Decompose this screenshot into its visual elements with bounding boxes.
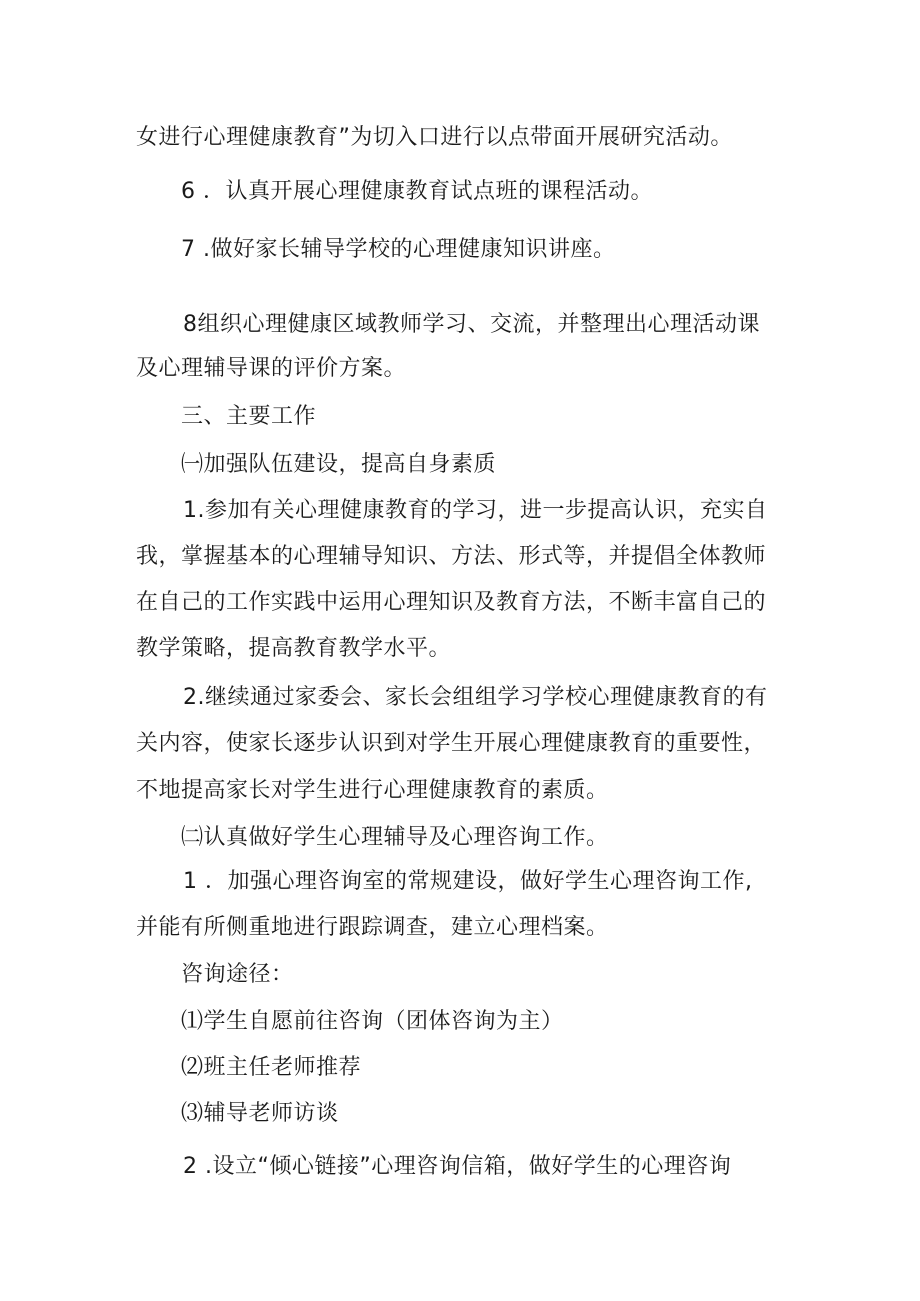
text-line: 不地提高家长对学生进行心理健康教育的素质。 [136,778,609,803]
text-line: 咨询途径： [181,962,294,987]
subsection-heading: ㈠加强队伍建设，提高自身素质 [181,452,497,477]
text-line: 1 ．加强心理咨询室的常规建设，做好学生心理咨询工作, [183,869,753,894]
text-line: 2.继续通过家委会、家长会组组学习学校心理健康教育的有 [183,685,768,710]
subsection-heading: ㈡认真做好学生心理辅导及心理咨询工作。 [181,825,609,850]
text-line: 教学策略，提高教育教学水平。 [136,636,452,661]
text-line: 7 .做好家长辅导学校的心理健康知识讲座。 [181,237,616,262]
text-line: 及心理辅导课的评价方案。 [136,356,407,381]
text-line: 在自己的工作实践中运用心理知识及教育方法，不断丰富自己的 [136,590,767,615]
text-line: 女进行心理健康教育”为切入口进行以点带面开展研究活动。 [136,125,733,150]
list-item: ⑶辅导老师访谈 [181,1101,339,1126]
text-line: 8组织心理健康区域教师学习、交流，并整理出心理活动课 [183,312,760,337]
list-item: ⑴学生自愿前往咨询（团体咨询为主） [181,1009,564,1034]
text-line: 并能有所侧重地进行跟踪调查，建立心理档案。 [136,915,609,940]
text-line: 1.参加有关心理健康教育的学习，进一步提高认识，充实自 [183,498,768,523]
text-line: 我，掌握基本的心理辅导知识、方法、形式等，并提倡全体教师 [136,544,767,569]
text-line: 6 ．认真开展心理健康教育试点班的课程活动。 [181,179,653,204]
list-item: ⑵班主任老师推荐 [181,1055,362,1080]
text-line: 关内容，使家长逐步认识到对学生开展心理健康教育的重要性， [136,731,767,756]
section-heading: 三、主要工作 [181,404,317,429]
text-line: 2 .设立“倾心链接”心理咨询信箱，做好学生的心理咨询 [183,1154,732,1179]
